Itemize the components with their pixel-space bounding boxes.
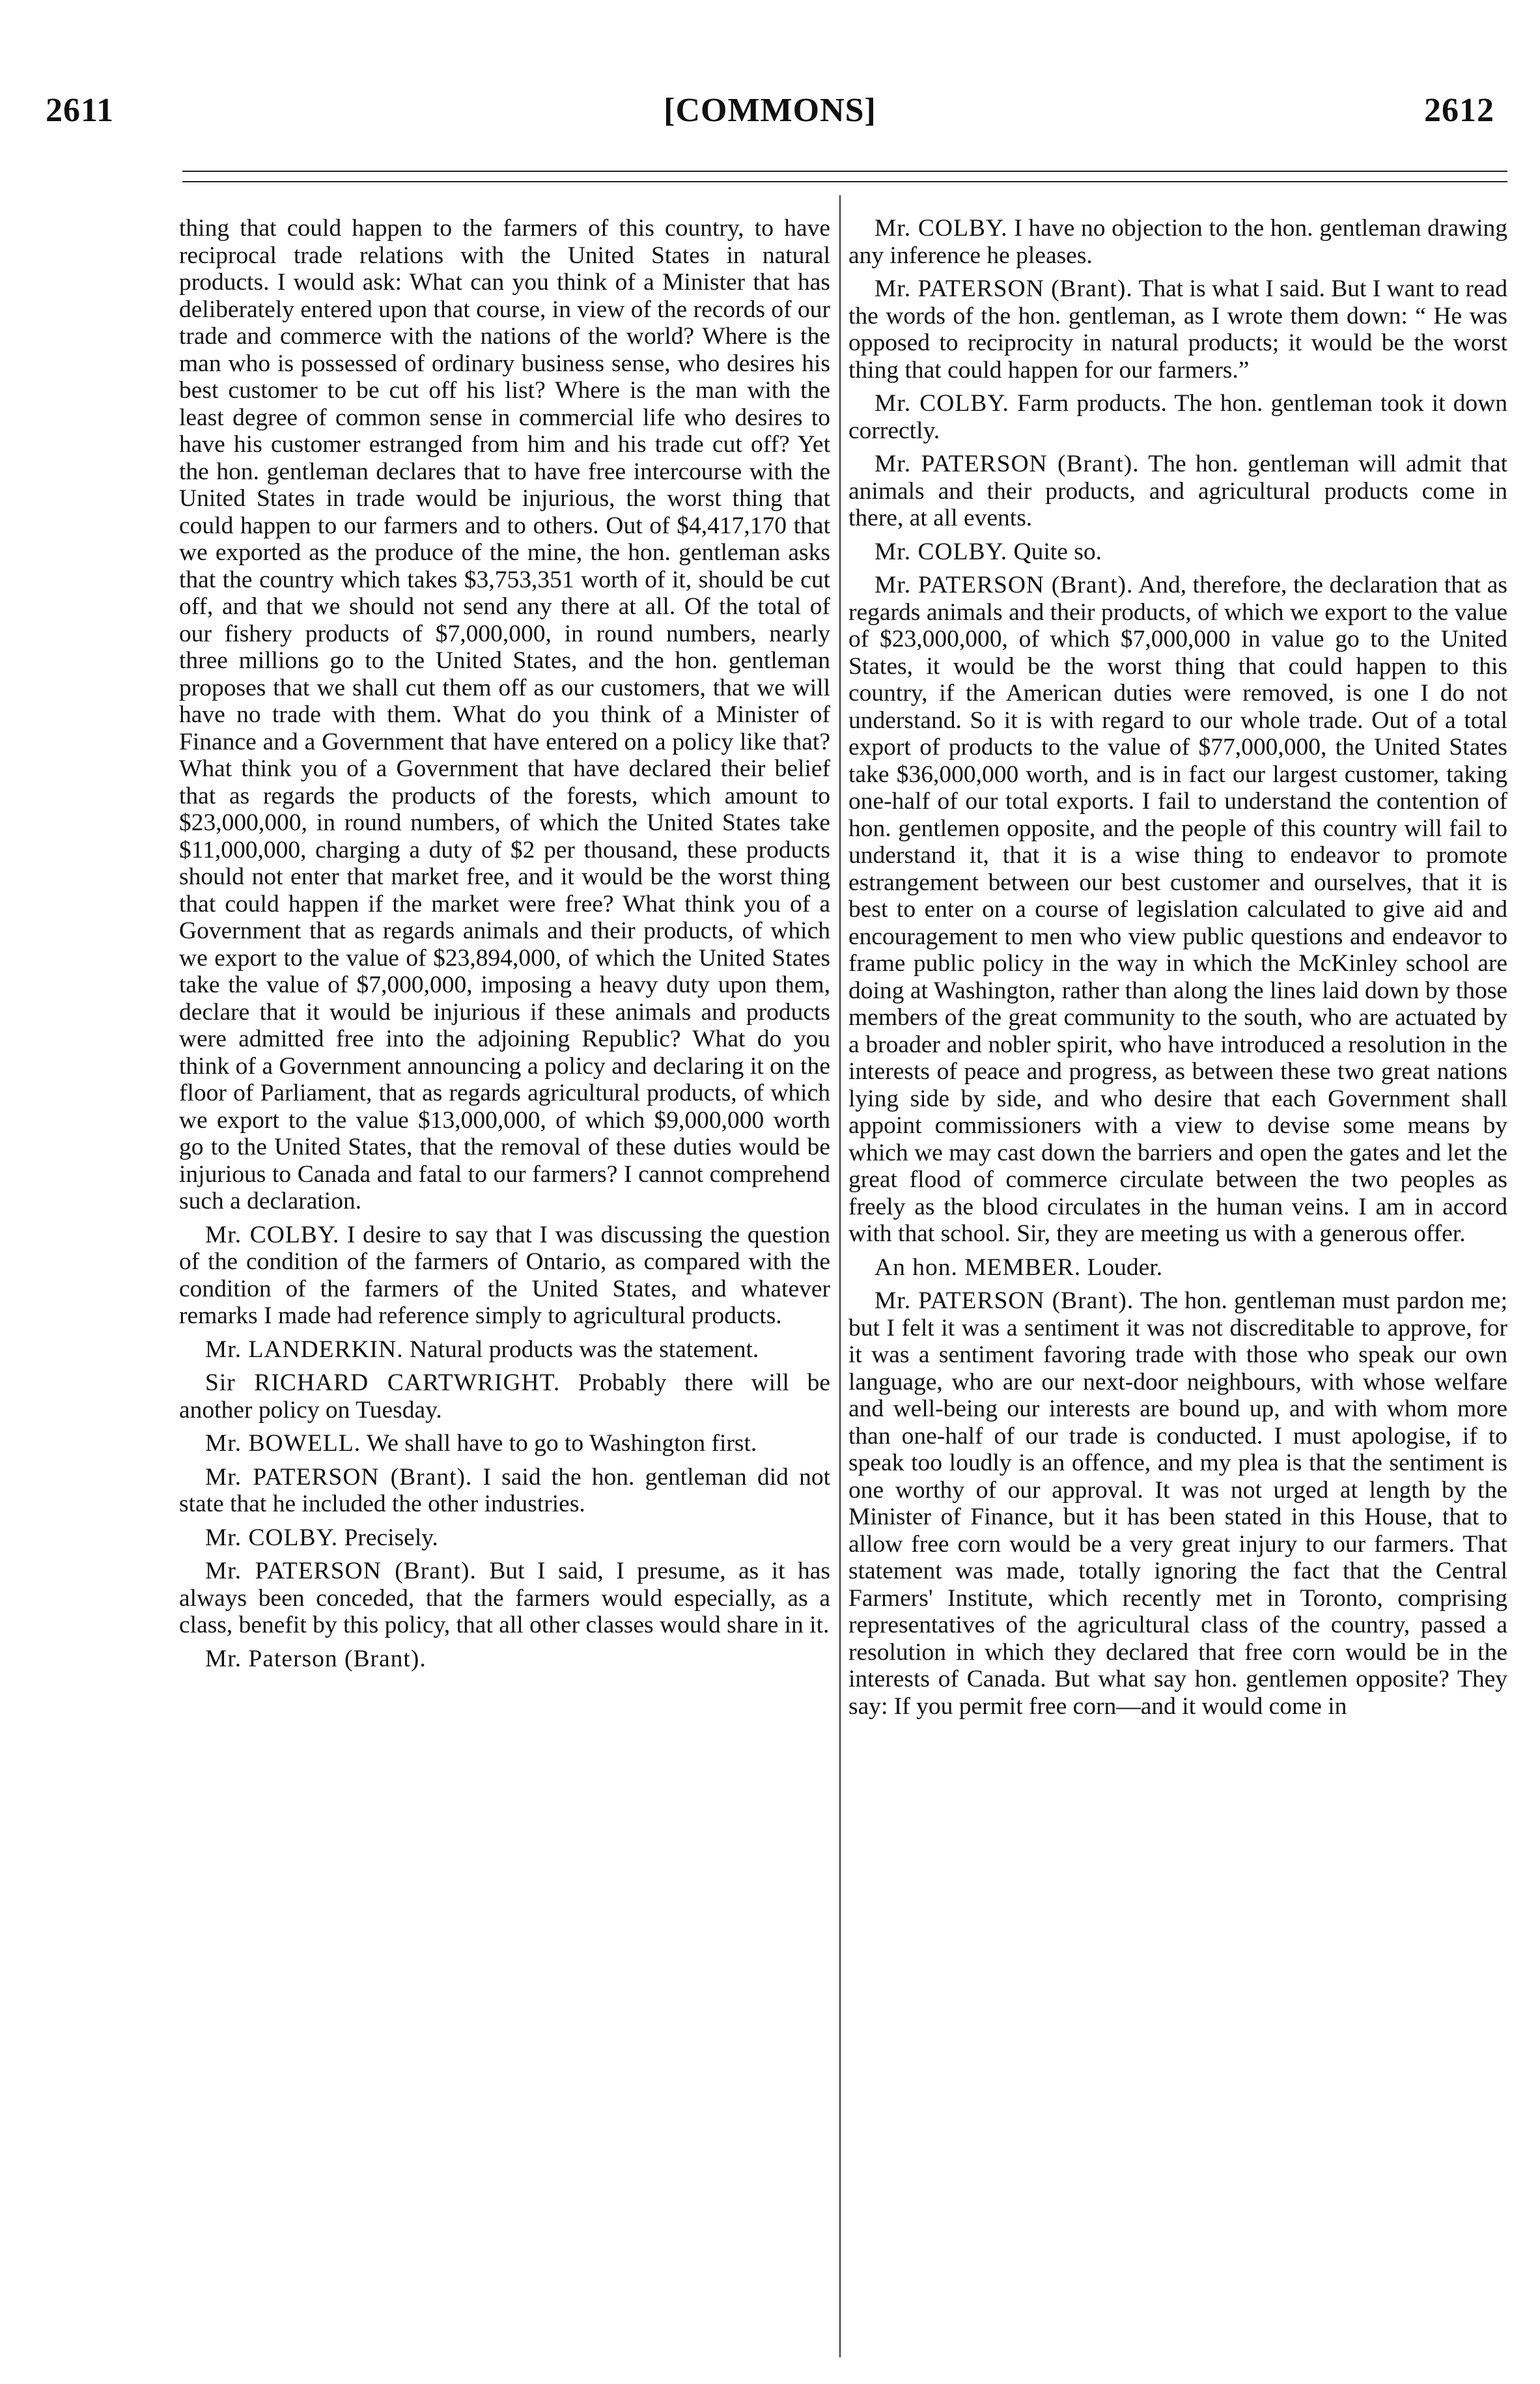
speech-paragraph — [179, 1222, 830, 1330]
speaker-name: Mr. PATERSON (Brant). — [875, 1287, 1134, 1314]
speech-text: The hon. gentleman will admit that animals and their products, and agricultural products come in there, at all events. — [848, 451, 1508, 531]
right-column — [848, 215, 1507, 1726]
speech-text: Quite so. — [1013, 538, 1102, 565]
speech-text: We shall have to go to Washington first. — [366, 1430, 757, 1457]
speech-paragraph — [848, 1254, 1507, 1282]
speech-paragraph — [179, 1524, 830, 1552]
speech-text: I desire to say that I was discussing the question of the condition of the farmers of Ontario, as compared with the condition of the farmers of the United States, and whatever remarks I made had reference simply to agricultural products. — [179, 1221, 831, 1329]
speech-paragraph — [179, 1646, 830, 1673]
header-rule-top — [182, 171, 1507, 172]
speaker-name: Mr. BOWELL. — [205, 1430, 361, 1457]
speech-paragraph — [179, 1369, 830, 1423]
speaker-name: Mr. COLBY. — [205, 1221, 340, 1248]
speaker-name: Mr. PATERSON (Brant). — [875, 572, 1134, 598]
speech-paragraph — [179, 1558, 830, 1639]
speaker-name: Mr. COLBY. — [205, 1524, 339, 1551]
column-divider — [839, 195, 841, 2357]
speech-text: I have no objection to the hon. gentleman drawing any inference he pleases. — [848, 215, 1508, 269]
page-title: [COMMONS] — [664, 92, 876, 129]
continued-paragraph — [179, 215, 830, 1215]
speech-text: And, therefore, the declaration that as regards animals and their products, of which we export to the value of $23,000,000, of which $7,000,000 in value go to the United States, it would be the worst thing that could happen to this country, if the American duties were removed, is one I do not understand. So it is with regard to our whole trade. Out of a total export of products to the value of $77,000,000, the United States take $36,000,000 worth, and is in fact our largest customer, taking one-half of our total exports. I fail to understand the contention of hon. gentlemen opposite, and the people of this country will fail to understand it, that it is a wise thing to endeavor to promote estrangement between our best customer and ourselves, that it is best to enter on a course of legislation calculated to give aid and encouragement to men who view public questions and endeavor to frame public policy in the way in which the McKinley school are doing at Washington, rather than along the lines laid down by those members of the great community to the south, who are actuated by a broader and nobler spirit, who have introduced a resolution in the interests of peace and progress, as between these two great nations lying side by side, and who desire that each Government shall appoint commissioners with a view to devise some means by which we may cast down the barriers and open the gates and let the great flood of commerce circulate between the two peoples as freely as the blood circulates in the human veins. I am in accord with that school. Sir, they are meeting us with a generous offer. — [848, 572, 1508, 1247]
speech-text: Probably there will be another policy on Tuesday. — [179, 1369, 830, 1423]
speech-text: Precisely. — [344, 1524, 438, 1551]
speaker-name: Mr. LANDERKIN. — [205, 1336, 404, 1363]
speaker-name: Mr. Paterson (Brant). — [205, 1645, 427, 1672]
speech-paragraph — [179, 1336, 830, 1364]
speech-text: thing that could happen to the farmers of this country, to have reciprocal trade relations with the United States in natural products. I would ask: What can you think of a Minister that has deliberately entered upon that course, in view of the records of our trade and commerce with the nations of the world? Where is the man who is possessed of ordinary business sense, who desires his best customer to be cut off his list? Where is the man with the least degree of common sense in commercial life who desires to have his customer estranged from him and his trade cut off? Yet the hon. gentleman declares that to have free intercourse with the United States in trade would be injurious, the worst thing that could happen to our farmers and to others. Out of $4,417,170 that we exported as the produce of the mine, the hon. gentleman asks that the country which takes $3,753,351 worth of it, should be cut off, and that we should not send any there at all. Of the total of our fishery products of $7,000,000, in round numbers, nearly three millions go to the United States, and the hon. gentleman proposes that we shall cut them off as our customers, that we will have no trade with them. What do you think of a Minister of Finance and a Government that have entered on a policy like that? What think you of a Government that have declared their belief that as regards the products of the forests, which amount to $23,000,000, in round numbers, of which the United States take $11,000,000, charging a duty of $2 per thousand, these products should not enter that market free, and it would be the worst thing that could happen if the market were free? What think you of a Government that as regards animals and their products, of which we export to the value of $23,894,000, of which the United States take the value of $7,000,000, imposing a heavy duty upon them, declare that it would be injurious if these animals and products were admitted free into the adjoining Republic? What do you think of a Government announcing a policy and declaring it on the floor of Parliament, that as regards agricultural products, of which we export to the value $13,000,000, of which $9,000,000 worth go to the United States, that the removal of these duties would be injurious to Canada and fatal to our farmers? I cannot comprehend such a declaration. — [179, 215, 830, 1214]
speech-paragraph — [848, 451, 1507, 532]
speech-text: That is what I said. But I want to read the words of the hon. gentleman, as I wrote them down: “ He was opposed to reciprocity in natural products; it would be the worst thing that could happen for our farmers.” — [848, 275, 1508, 384]
speaker-name: An hon. MEMBER. — [875, 1254, 1082, 1281]
speaker-name: Mr. PATERSON (Brant). — [205, 1463, 473, 1491]
speech-paragraph — [848, 215, 1507, 269]
speech-paragraph — [848, 390, 1507, 444]
speech-text: Louder. — [1087, 1254, 1163, 1281]
speech-text: I said the hon. gentleman did not state that he included the other industries. — [179, 1463, 831, 1517]
speech-paragraph — [179, 1464, 830, 1518]
speech-text: The hon. gentleman must pardon me; but I felt it was a sentiment it was not discreditable to approve, for it was a sentiment favoring trade with those who speak our own language, who are our next-door neighbours, with whose welfare and well-being our interests are bound up, and with whom more than one-half of our trade is conducted. I must apologise, if to speak too loudly is an offence, and my plea is that the sentiment is one worthy of our approval. It was not urged at length by the Minister of Finance, but it has been stated in this House, that to allow free corn would be a very great injury to our farmers. That statement was made, totally ignoring the fact that the Central Farmers' Institute, which recently met in Toronto, comprising representatives of the agricultural class of the country, passed a resolution in which they declared that free corn would be in the interests of Canada. But what say hon. gentlemen opposite? They say: If you permit free corn—and it would come in — [848, 1287, 1507, 1720]
speech-paragraph — [179, 1430, 830, 1457]
speaker-name: Mr. COLBY. — [875, 390, 1009, 417]
page-header — [39, 91, 1501, 143]
speech-paragraph — [848, 572, 1507, 1248]
speaker-name: Mr. PATERSON (Brant). — [875, 275, 1133, 302]
speech-paragraph — [848, 275, 1507, 384]
speech-paragraph — [848, 539, 1507, 566]
speaker-name: Mr. PATERSON (Brant). — [875, 451, 1140, 477]
speaker-name: Sir RICHARD CARTWRIGHT. — [205, 1369, 561, 1396]
speech-text: But I said, I presume, as it has always been conceded, that the farmers would especially, as a class, benefit by this policy, that all other classes would share in it. — [179, 1558, 831, 1638]
speaker-name: Mr. COLBY. — [875, 215, 1008, 242]
page-number-left: 2611 — [46, 92, 115, 129]
speech-text: Farm products. The hon. gentleman took it down correctly. — [848, 390, 1507, 444]
speaker-name: Mr. PATERSON (Brant). — [205, 1558, 477, 1584]
left-column — [179, 215, 830, 1679]
page-number-right: 2612 — [1424, 92, 1494, 129]
speaker-name: Mr. COLBY. — [875, 538, 1008, 565]
speech-text: Natural products was the statement. — [409, 1336, 759, 1363]
speech-paragraph — [848, 1287, 1507, 1720]
header-rule-bottom — [182, 181, 1507, 182]
